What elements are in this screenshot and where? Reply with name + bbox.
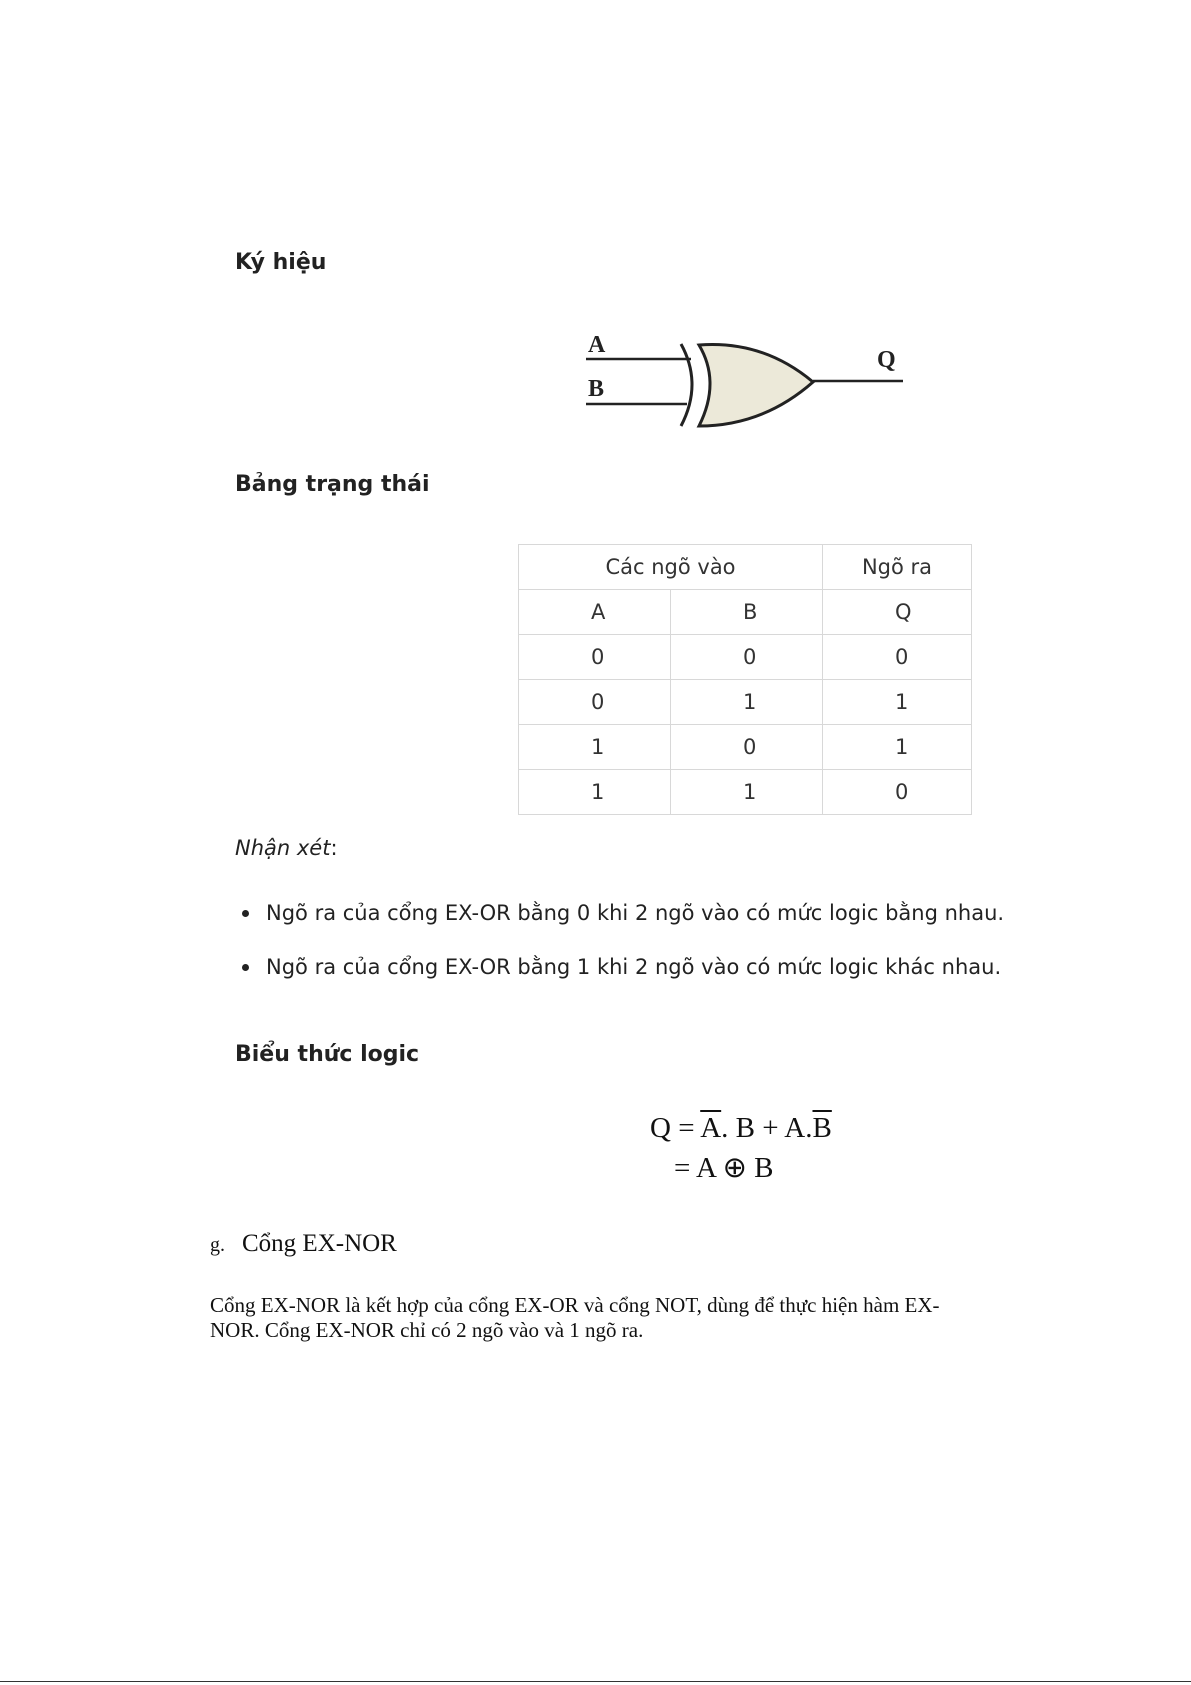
formula-xor-symbol: ⊕: [722, 1152, 747, 1184]
symbol-heading: Ký hiệu: [235, 250, 327, 275]
table-cell: 0: [671, 725, 823, 770]
exnor-heading: [210, 1230, 397, 1258]
output-q-label: Q: [877, 347, 896, 373]
table-row: [519, 545, 972, 590]
remarks-colon: :: [330, 836, 338, 860]
truth-table: [518, 544, 972, 815]
table-cell: 1: [519, 770, 671, 815]
table-cell: 1: [823, 725, 972, 770]
formula-a-bar: $\overline{A}$: [700, 1112, 722, 1144]
formula-line-1: [650, 1112, 832, 1145]
table-row: [519, 680, 972, 725]
formula-b: B: [735, 1112, 756, 1144]
xor-gate-extra-arc: [681, 344, 692, 426]
exnor-heading-title: Cổng EX-NOR: [242, 1230, 397, 1257]
table-cell: 1: [671, 680, 823, 725]
table-cell: 0: [823, 635, 972, 680]
truth-table-heading: Bảng trạng thái: [235, 472, 430, 497]
formula-b: B: [754, 1152, 774, 1184]
formula-dot: .: [805, 1112, 813, 1144]
table-cell: 0: [519, 635, 671, 680]
formula-b-bar: $\overline{B}$: [812, 1112, 832, 1144]
exnor-heading-marker: g.: [210, 1234, 225, 1256]
table-cell: 0: [823, 770, 972, 815]
table-row: [519, 770, 972, 815]
formula-q: Q: [650, 1112, 671, 1144]
remarks-label: [235, 836, 338, 860]
xor-gate-diagram: [583, 322, 913, 432]
table-cell: 0: [519, 680, 671, 725]
exnor-paragraph-line-1: Cổng EX-NOR là kết hợp của cổng EX-OR và cổng NOT, dùng để thực hiện hàm EX-: [210, 1293, 940, 1317]
formula-equals: =: [674, 1152, 691, 1184]
inputs-group-header: Các ngõ vào: [519, 545, 823, 590]
table-cell: 1: [823, 680, 972, 725]
formula-a: A: [696, 1152, 716, 1184]
xor-gate-body: [699, 344, 813, 426]
input-b-label: B: [588, 376, 605, 402]
formula-a: A: [784, 1112, 806, 1144]
logic-expression-heading: Biểu thức logic: [235, 1042, 420, 1067]
input-a-label: A: [588, 332, 606, 358]
remarks-label-text: Nhận xét: [235, 836, 331, 860]
remarks-list: [234, 900, 1004, 1008]
formula-dot: .: [721, 1112, 729, 1144]
footer-rule: [0, 1681, 1191, 1682]
list-item: Ngõ ra của cổng EX-OR bằng 0 khi 2 ngõ vào có mức logic bằng nhau.: [234, 900, 1004, 954]
exnor-paragraph-line-2: NOR. Cổng EX-NOR chỉ có 2 ngõ vào và 1 ngõ ra.: [210, 1318, 644, 1342]
list-item: Ngõ ra của cổng EX-OR bằng 1 khi 2 ngõ vào có mức logic khác nhau.: [234, 954, 1004, 1008]
column-header-a: A: [519, 590, 671, 635]
column-header-q: Q: [823, 590, 972, 635]
formula-line-2: [674, 1150, 774, 1185]
table-row: [519, 590, 972, 635]
table-row: [519, 725, 972, 770]
exnor-paragraph: [210, 1293, 940, 1343]
table-cell: 1: [671, 770, 823, 815]
formula-equals: =: [678, 1112, 695, 1144]
output-group-header: Ngõ ra: [823, 545, 972, 590]
formula-plus: +: [762, 1112, 779, 1144]
table-cell: 0: [671, 635, 823, 680]
column-header-b: B: [671, 590, 823, 635]
table-row: [519, 635, 972, 680]
table-cell: 1: [519, 725, 671, 770]
